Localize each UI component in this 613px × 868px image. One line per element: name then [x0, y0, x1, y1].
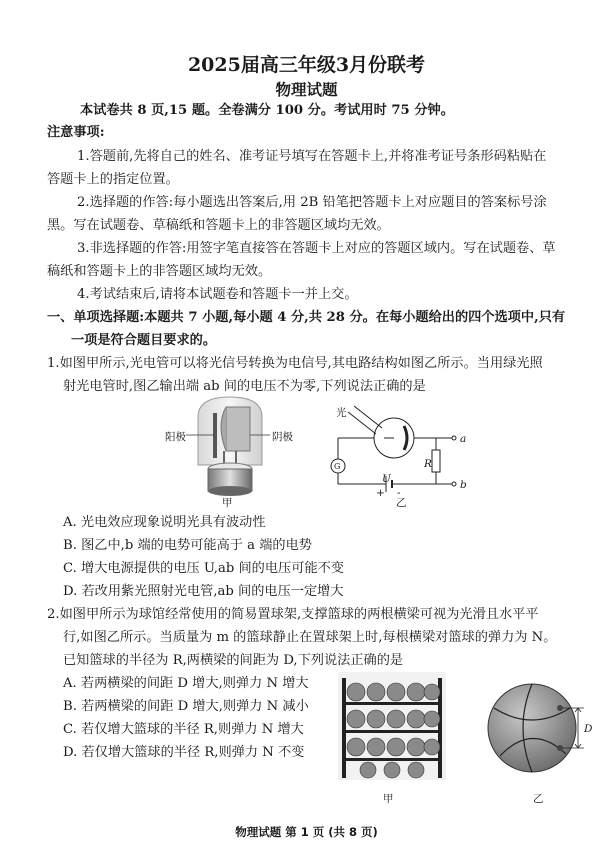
- q1-label-cathode: 阴极: [272, 431, 293, 443]
- q1-option-a: A. 光电效应现象说明光具有波动性: [63, 515, 266, 530]
- notice-item-4: 4.考试结束后,请将本试题卷和答题卡一并上交。: [77, 287, 358, 302]
- notice-item-1-cont: 答题卡上的指定位置。: [47, 172, 179, 187]
- q2-stem-cont: 行,如图乙所示。当质量为 m 的篮球静止在置球架上时,每根横梁对篮球的弹力为 N。: [63, 630, 557, 645]
- section-heading: 一、单项选择题:本题共 7 小题,每小题 4 分,共 28 分。在每小题给出的四个选项中,只有: [47, 310, 566, 325]
- notice-item-3: 3.非选择题的作答:用签字笔直接答在答题卡上对应的答题区域内。写在试题卷、草: [77, 241, 556, 256]
- q2-option-b: B. 若两横梁的间距 D 增大,则弹力 N 减小: [63, 699, 309, 714]
- q1-label-galvanometer: G: [334, 462, 341, 471]
- q2-stem: 2.如图甲所示为球馆经常使用的简易置球架,支撑篮球的两根横梁可视为光滑且水平平: [47, 607, 539, 622]
- page-footer: 物理试题 第 1 页 (共 8 页): [235, 825, 378, 839]
- q1-label-plus: +: [376, 487, 385, 499]
- notice-item-2: 2.选择题的作答:每小题选出答案后,用 2B 铅笔把答题卡上对应题目的答案标号涂: [77, 195, 547, 210]
- q2-option-a: A. 若两横梁的间距 D 增大,则弹力 N 增大: [63, 676, 309, 691]
- q1-option-d: D. 若改用紫光照射光电管,ab 间的电压一定增大: [63, 584, 344, 599]
- notice-item-1: 1.答题前,先将自己的姓名、准考证号填写在答题卡上,并将准考证号条形码粘贴在: [77, 149, 547, 164]
- subject-title: 物理试题: [275, 80, 338, 99]
- notice-heading: 注意事项:: [47, 125, 105, 140]
- q1-option-c: C. 增大电源提供的电压 U,ab 间的电压可能不变: [63, 561, 344, 576]
- q1-stem: 1.如图甲所示,光电管可以将光信号转换为电信号,其电路结构如图乙所示。当用绿光照: [47, 356, 543, 371]
- q2-label-D: D: [584, 723, 593, 735]
- q1-label-b: b: [460, 479, 467, 491]
- exam-info: 本试卷共 8 页,15 题。全卷满分 100 分。考试用时 75 分钟。: [80, 103, 454, 118]
- q1-caption-yi: 乙: [396, 497, 407, 509]
- q2-option-d: D. 若仅增大篮球的半径 R,则弹力 N 不变: [63, 745, 305, 760]
- notice-item-3-cont: 稿纸和答题卡上的非答题区域均无效。: [47, 264, 272, 279]
- q1-stem-cont: 射光电管时,图乙输出端 ab 间的电压不为零,下列说法正确的是: [63, 379, 426, 394]
- q1-option-b: B. 图乙中,b 端的电势可能高于 a 端的电势: [63, 538, 312, 553]
- q1-label-a: a: [460, 433, 467, 445]
- q1-label-R: R: [424, 458, 432, 470]
- q1-figure-jia: [150, 395, 310, 510]
- q2-option-c: C. 若仅增大篮球的半径 R,则弹力 N 增大: [63, 722, 304, 737]
- q1-label-U: U: [382, 473, 391, 485]
- q1-label-light: 光: [336, 407, 347, 419]
- q2-caption-jia: 甲: [383, 793, 394, 805]
- q2-stem-cont-2: 已知篮球的半径为 R,两横梁的间距为 D,下列说法正确的是: [63, 653, 404, 668]
- q1-caption-jia: 甲: [222, 497, 233, 509]
- exam-title: 2025届高三年级3月份联考: [187, 54, 426, 76]
- q2-figure-yi-ball: [484, 672, 596, 784]
- section-heading-cont: 一项是符合题目要求的。: [71, 333, 217, 348]
- q2-figure-jia-ball-rack: [338, 672, 446, 780]
- notice-item-2-cont: 黑。写在试题卷、草稿纸和答题卡上的非答题区域均无效。: [47, 218, 390, 233]
- q1-label-anode: 阳极: [165, 431, 186, 443]
- q1-label-minus: -: [397, 487, 401, 499]
- q2-caption-yi: 乙: [533, 793, 544, 805]
